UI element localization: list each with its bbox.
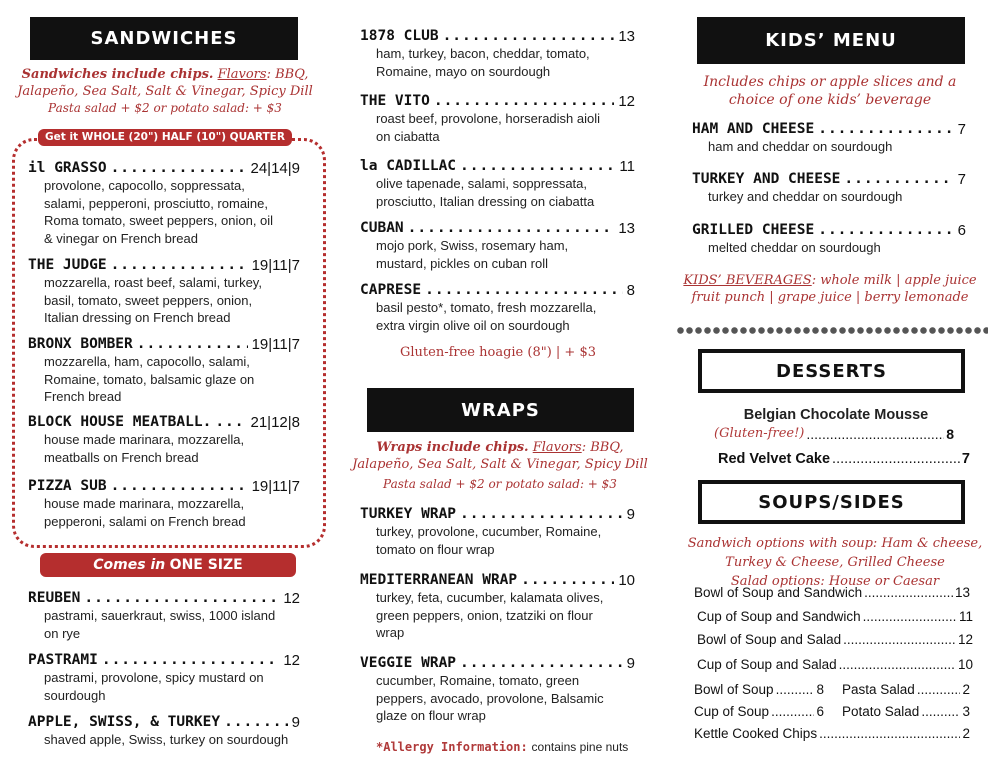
one-size-sandwich-price: 12 [283, 590, 300, 607]
dessert-mousse-price: 8 [946, 426, 954, 442]
sandwich-price: 21|12|8 [250, 414, 300, 431]
sandwich-leader [460, 158, 615, 175]
soups-note-line1: Sandwich options with soup: Ham & cheese, [687, 536, 983, 551]
sandwich-leader [137, 336, 248, 353]
sandwiches-note-rest: : BBQ, [266, 67, 309, 82]
side-leader [771, 704, 814, 719]
soup-combo-row [697, 632, 973, 647]
side-row [842, 704, 970, 719]
kids-name: HAM AND CHEESE [692, 121, 815, 137]
wrap-name-row [360, 655, 635, 672]
sandwich-name: CUBAN [360, 220, 404, 236]
wrap-price: 9 [626, 506, 635, 523]
wrap-desc-line: tomato on flour wrap [376, 541, 495, 557]
side-name: Bowl of Soup [694, 682, 774, 697]
one-size-sandwich-desc-line: pastrami, sauerkraut, swiss, 1000 island [44, 608, 276, 623]
wrap-desc-line: turkey, feta, cucumber, kalamata olives, [376, 590, 604, 605]
sandwich-desc-line: basil pesto*, tomato, fresh mozzarella, [376, 300, 597, 315]
kids-price: 7 [957, 121, 966, 138]
sandwich-name: THE VITO [360, 93, 430, 109]
soup-combo-name: Cup of Soup and Sandwich [697, 609, 861, 624]
sandwich-name-row [360, 220, 635, 237]
wraps-note-flavors: Flavors [532, 440, 582, 455]
kids-item [692, 222, 966, 257]
sandwich-leader [425, 282, 623, 299]
kids-name: GRILLED CHEESE [692, 222, 815, 238]
sandwiches-header: SANDWICHES [30, 17, 298, 60]
sandwich-name: la CADILLAC [360, 158, 457, 174]
sandwiches-note-flavors: Flavors [217, 67, 267, 82]
soup-combo-name: Bowl of Soup and Salad [697, 632, 842, 647]
soup-combo-row [694, 585, 970, 600]
wrap-name: MEDITERRANEAN WRAP [360, 572, 518, 588]
sandwich-desc-line: mozzarella, ham, capocollo, salami, [44, 354, 250, 369]
sandwich-leader [443, 28, 615, 45]
sandwiches-note-line3: Pasta salad + $2 or potato salad: + $3 [48, 101, 282, 115]
sandwich-desc-line: on ciabatta [376, 128, 440, 144]
wrap-desc-line: wrap [376, 625, 405, 640]
chips-price: 2 [962, 726, 970, 741]
allergy-text: contains pine nuts [531, 740, 629, 754]
one-size-sandwich-name: APPLE, SWISS, & TURKEY [28, 714, 221, 730]
wrap-name-row [360, 506, 635, 523]
one-size-sandwich-desc-line: sourdough [44, 687, 106, 703]
one-size-sandwich-desc-line: shaved apple, Swiss, turkey on sourdough [44, 732, 289, 747]
sandwich-desc-line: roast beef, provolone, horseradish aioli [376, 111, 601, 126]
sandwich-name-row [28, 414, 300, 431]
dotted-divider [676, 326, 988, 334]
side-price: 8 [816, 682, 824, 697]
wrap-desc-line: cucumber, Romaine, tomato, green [376, 673, 580, 688]
sandwich-name-row [360, 158, 635, 175]
wrap-name: VEGGIE WRAP [360, 655, 457, 671]
sandwich-desc-line: French bread [44, 389, 122, 404]
kids-header: KIDS’ MENU [697, 17, 965, 64]
sandwich-name-row [360, 93, 635, 110]
kids-bev-line2: fruit punch | grape juice | berry lemonade [691, 290, 969, 305]
soup-combo-row [697, 657, 973, 672]
one-size-sandwich-name-row [28, 652, 300, 669]
dessert-cake-row [718, 451, 970, 467]
kids-desc-line: ham and cheddar on sourdough [708, 139, 893, 154]
sandwich-desc-line: basil, tomato, sweet peppers, onion, [44, 292, 253, 308]
sandwich-name: PIZZA SUB [28, 478, 107, 494]
kids-desc-line: turkey and cheddar on sourdough [708, 189, 903, 204]
dessert-cake-name: Red Velvet Cake [718, 451, 831, 467]
sandwich-item [28, 257, 300, 327]
dessert-mousse-leader [806, 426, 944, 442]
side-name: Pasta Salad [842, 682, 915, 697]
kids-bev-line1: : whole milk | apple juice [811, 273, 977, 288]
wrap-desc-line: turkey, provolone, cucumber, Romaine, [376, 524, 602, 539]
sandwich-desc-line: mustard, pickles on cuban roll [376, 255, 548, 271]
wrap-desc-line: peppers, avocado, provolone, Balsamic [376, 690, 604, 706]
wrap-leader [460, 506, 623, 523]
soup-combo-leader [864, 585, 953, 600]
soup-combo-leader [843, 632, 956, 647]
sandwich-desc-line: ham, turkey, bacon, cheddar, tomato, [376, 46, 590, 61]
wrap-price: 9 [626, 655, 635, 672]
sandwich-desc-line: mojo pork, Swiss, rosemary ham, [376, 238, 569, 253]
side-row-chips [694, 726, 970, 741]
soup-combo-price: 13 [954, 585, 970, 600]
sandwich-desc-line: provolone, capocollo, soppressata, [44, 178, 245, 193]
sandwich-name-row [28, 160, 300, 177]
sandwich-name: THE JUDGE [28, 257, 107, 273]
sandwich-name-row [28, 478, 300, 495]
sandwich-leader [215, 414, 246, 431]
side-leader [776, 682, 815, 697]
wrap-desc-line: green peppers, onion, tzatziki on flour [376, 607, 593, 623]
wraps-note-chips: Wraps include chips. [376, 440, 529, 455]
one-size-sandwich-leader [84, 590, 279, 607]
kids-bev-label: KIDS’ BEVERAGES [683, 273, 812, 288]
side-leader [917, 682, 961, 697]
kids-name-row [692, 121, 966, 138]
dessert-mousse-row [714, 426, 954, 442]
sandwich-name-row [28, 336, 300, 353]
sandwich-desc-line: Italian dressing on French bread [44, 310, 231, 325]
sandwich-name: 1878 CLUB [360, 28, 439, 44]
sandwich-name: il GRASSO [28, 160, 107, 176]
wrap-name: TURKEY WRAP [360, 506, 457, 522]
side-row [842, 682, 970, 697]
dessert-mousse-name: Belgian Chocolate Mousse [743, 407, 929, 423]
side-price: 6 [816, 704, 824, 719]
sandwich-name: CAPRESE [360, 282, 422, 298]
sandwich-desc-line: Romaine, tomato, balsamic glaze on [44, 371, 255, 387]
kids-note-line2: choice of one kids’ beverage [728, 92, 932, 108]
sandwich-item [360, 220, 635, 272]
dessert-cake-price: 7 [961, 451, 970, 467]
one-size-sandwich-desc-line: on rye [44, 625, 81, 641]
sandwich-desc-line: pepperoni, salami on French bread [44, 513, 246, 529]
sandwich-item [28, 478, 300, 530]
sandwich-item [360, 28, 635, 80]
kids-leader [818, 222, 953, 239]
wrap-leader [521, 572, 614, 589]
kids-leader [818, 121, 953, 138]
kids-beverages [680, 272, 980, 306]
soup-combo-name: Cup of Soup and Salad [697, 657, 837, 672]
sandwich-desc-line: house made marinara, mozzarella, [44, 432, 245, 447]
sandwich-desc-line: extra virgin olive oil on sourdough [376, 317, 570, 333]
soups-note [680, 534, 990, 591]
one-size-sandwich-name: REUBEN [28, 590, 81, 606]
side-leader [921, 704, 960, 719]
sandwiches-note [10, 66, 320, 117]
sandwich-item [28, 160, 300, 247]
wraps-note-line2: Jalapeño, Sea Salt, Salt & Vinegar, Spicy Dill [352, 457, 648, 472]
sandwich-price: 19|11|7 [251, 478, 300, 495]
one-size-sandwich-price: 12 [283, 652, 300, 669]
allergy-info [376, 739, 636, 756]
sandwich-desc-line: & vinegar on French bread [44, 230, 198, 246]
one-size-sandwich-leader [224, 714, 288, 731]
kids-price: 7 [957, 171, 966, 188]
sandwich-desc-line: mozzarella, roast beef, salami, turkey, [44, 275, 262, 290]
sandwich-item [360, 93, 635, 145]
kids-leader [844, 171, 953, 188]
side-name: Cup of Soup [694, 704, 770, 719]
soup-combo-leader [839, 657, 956, 672]
sandwich-leader [434, 93, 614, 110]
kids-note [685, 73, 975, 109]
kids-note-line1: Includes chips or apple slices and a [703, 74, 957, 90]
sandwich-item [28, 336, 300, 406]
dessert-cake-leader [832, 451, 960, 467]
wrap-desc-line: glaze on flour wrap [376, 708, 486, 723]
gluten-free-note: Gluten-free hoagie (8") | + $3 [399, 345, 596, 360]
one-size-sandwich-item [28, 714, 300, 749]
sandwich-price: 12 [618, 93, 635, 110]
sandwich-item [360, 282, 635, 334]
sandwich-name-row [28, 257, 300, 274]
chips-leader [819, 726, 960, 741]
sandwich-name: BLOCK HOUSE MEATBALL. [28, 414, 212, 430]
sandwich-desc-line: Romaine, mayo on sourdough [376, 63, 551, 79]
soups-note-line2: Turkey & Cheese, Grilled Cheese [725, 555, 945, 570]
sandwich-name-row [360, 28, 635, 45]
wraps-note-rest: : BBQ, [581, 440, 624, 455]
sizes-pill: Get it WHOLE (20") HALF (10") QUARTER (5") [38, 129, 292, 146]
kids-price: 6 [957, 222, 966, 239]
sandwich-price: 13 [618, 220, 635, 237]
sandwich-leader [111, 478, 248, 495]
soup-combo-name: Bowl of Soup and Sandwich [694, 585, 863, 600]
sandwich-desc-line: house made marinara, mozzarella, [44, 496, 245, 511]
sandwich-name-row [360, 282, 635, 299]
soups-header: SOUPS/SIDES [698, 480, 965, 524]
sandwiches-note-chips: Sandwiches include chips. [21, 67, 214, 82]
sandwich-desc-line: salami, pepperoni, prosciutto, romaine, [44, 195, 269, 211]
one-size-sandwich-item [28, 652, 300, 704]
sandwich-leader [111, 160, 247, 177]
kids-item [692, 171, 966, 206]
kids-name-row [692, 171, 966, 188]
soup-combo-leader [863, 609, 957, 624]
sandwich-desc-line: meatballs on French bread [44, 449, 199, 465]
soup-combo-price: 11 [958, 609, 973, 624]
wraps-note-line3: Pasta salad + $2 or potato salad: + $3 [383, 477, 617, 491]
wrap-item [360, 506, 635, 558]
sandwich-item [28, 414, 300, 466]
one-size-sandwich-price: 9 [291, 714, 300, 731]
soup-combo-price: 10 [957, 657, 973, 672]
sandwich-item [360, 158, 635, 210]
side-row [694, 704, 824, 719]
wrap-leader [460, 655, 623, 672]
sandwich-price: 13 [618, 28, 635, 45]
sandwiches-note-line2: Jalapeño, Sea Salt, Salt & Vinegar, Spicy Dill [17, 84, 313, 99]
sandwich-price: 19|11|7 [251, 257, 300, 274]
one-size-pill-em: Comes in [93, 557, 166, 573]
kids-item [692, 121, 966, 156]
wraps-note [350, 439, 650, 493]
sandwich-leader [111, 257, 248, 274]
kids-name-row [692, 222, 966, 239]
chips-name: Kettle Cooked Chips [694, 726, 818, 741]
sandwich-price: 11 [619, 158, 635, 175]
side-name: Potato Salad [842, 704, 920, 719]
one-size-pill-bold: ONE SIZE [169, 557, 243, 573]
sandwich-desc-line: Roma tomato, sweet peppers, onion, oil [44, 213, 274, 228]
desserts-header: DESSERTS [698, 349, 965, 393]
one-size-sandwich-desc-line: pastrami, provolone, spicy mustard on [44, 670, 264, 685]
one-size-sandwich-name-row [28, 590, 300, 607]
kids-desc-line: melted cheddar on sourdough [708, 240, 881, 255]
wrap-price: 10 [618, 572, 635, 589]
wrap-item [360, 655, 635, 725]
wrap-item [360, 572, 635, 642]
allergy-label: *Allergy Information: [376, 740, 528, 754]
sandwich-price: 19|11|7 [251, 336, 300, 353]
dessert-mousse-sub: (Gluten-free!) [714, 426, 805, 441]
one-size-pill [40, 553, 296, 577]
sandwich-desc-line: prosciutto, Italian dressing on ciabatta [376, 193, 595, 209]
side-row [694, 682, 824, 697]
one-size-sandwich-item [28, 590, 300, 642]
one-size-sandwich-leader [102, 652, 279, 669]
side-price: 3 [962, 704, 970, 719]
one-size-sandwich-name: PASTRAMI [28, 652, 98, 668]
sandwich-price: 24|14|9 [250, 160, 300, 177]
sandwich-price: 8 [626, 282, 635, 299]
soups-note-line3: Salad options: House or Caesar [730, 574, 940, 589]
sandwich-desc-line: olive tapenade, salami, soppressata, [376, 176, 588, 191]
sandwich-leader [408, 220, 615, 237]
soup-combo-price: 12 [957, 632, 973, 647]
kids-name: TURKEY AND CHEESE [692, 171, 841, 187]
wraps-header: WRAPS [367, 388, 634, 432]
one-size-sandwich-name-row [28, 714, 300, 731]
side-price: 2 [962, 682, 970, 697]
wrap-name-row [360, 572, 635, 589]
soup-combo-row [697, 609, 973, 624]
sandwich-name: BRONX BOMBER [28, 336, 133, 352]
